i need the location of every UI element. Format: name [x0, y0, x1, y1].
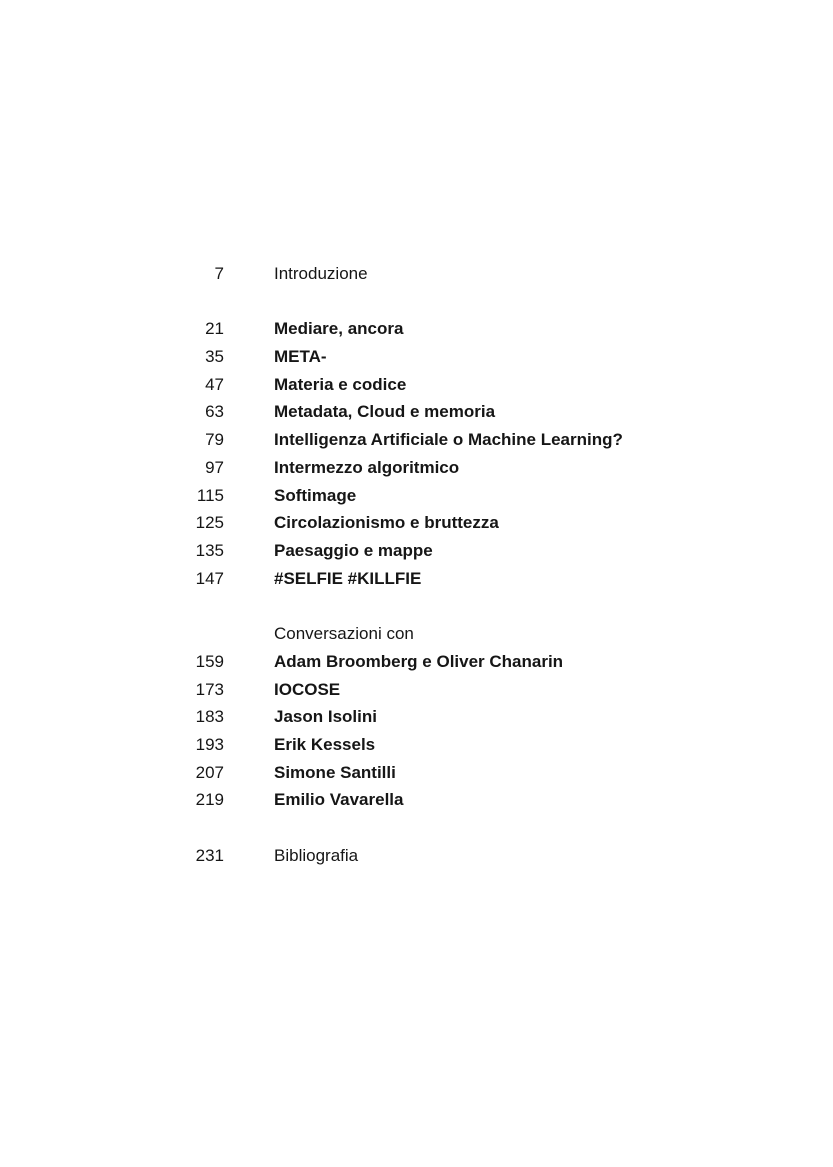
entry-title: Adam Broomberg e Oliver Chanarin [274, 652, 564, 671]
entry-title: Simone Santilli [274, 763, 396, 782]
entry-title: Emilio Vavarella [274, 790, 404, 809]
toc-entry-conversation[interactable] [0, 679, 833, 701]
toc-entry-chapter[interactable] [0, 401, 833, 423]
toc-entry-chapter[interactable] [0, 568, 833, 590]
toc-entry-chapter[interactable] [0, 374, 833, 396]
toc-section-heading [0, 623, 833, 645]
conversations-heading: Conversazioni con [274, 624, 414, 643]
entry-title: META- [274, 347, 327, 366]
page-number: 135 [195, 541, 224, 560]
entry-title: Paesaggio e mappe [274, 541, 433, 560]
entry-title: IOCOSE [274, 680, 341, 699]
toc-entry-chapter[interactable] [0, 346, 833, 368]
page-number: 231 [195, 846, 224, 865]
page-number: 159 [195, 652, 224, 671]
entry-title: Materia e codice [274, 375, 407, 394]
page-number: 63 [205, 402, 224, 421]
page-number: 115 [196, 486, 224, 505]
toc-entry-bibliography[interactable] [0, 845, 833, 867]
entry-title: Softimage [274, 486, 357, 505]
entry-title: Introduzione [274, 264, 368, 283]
page-number: 21 [205, 319, 224, 338]
page-number: 125 [195, 513, 224, 532]
page-number: 147 [195, 569, 224, 588]
entry-title: Intermezzo algoritmico [274, 458, 460, 477]
toc-entry-conversation[interactable] [0, 789, 833, 811]
entry-title: Mediare, ancora [274, 319, 404, 338]
page-number: 97 [205, 458, 224, 477]
entry-title: Erik Kessels [274, 735, 376, 754]
page-number: 219 [195, 790, 224, 809]
toc-entry-chapter[interactable] [0, 512, 833, 534]
page-number: 193 [195, 735, 224, 754]
entry-title: Bibliografia [274, 846, 359, 865]
page-number: 47 [205, 375, 224, 394]
toc-entry-conversation[interactable] [0, 734, 833, 756]
entry-title: Jason Isolini [274, 707, 377, 726]
toc-entry-conversation[interactable] [0, 762, 833, 784]
toc-entry-conversation[interactable] [0, 651, 833, 673]
toc-entry-intro[interactable] [0, 263, 833, 285]
page-number: 35 [205, 347, 224, 366]
entry-title: Intelligenza Artificiale o Machine Learning? [274, 430, 623, 449]
page-number: 207 [195, 763, 224, 782]
toc-entry-chapter[interactable] [0, 429, 833, 451]
toc-entry-chapter[interactable] [0, 540, 833, 562]
page-number: 7 [214, 264, 224, 283]
toc-entry-conversation[interactable] [0, 706, 833, 728]
entry-title: #SELFIE #KILLFIE [274, 569, 422, 588]
entry-title: Circolazionismo e bruttezza [274, 513, 499, 532]
entry-title: Metadata, Cloud e memoria [274, 402, 496, 421]
page-number: 79 [205, 430, 224, 449]
page-number: 183 [195, 707, 224, 726]
toc-entry-chapter[interactable] [0, 318, 833, 340]
page-number: 173 [195, 680, 224, 699]
toc-entry-chapter[interactable] [0, 457, 833, 479]
toc-entry-chapter[interactable] [0, 485, 833, 507]
